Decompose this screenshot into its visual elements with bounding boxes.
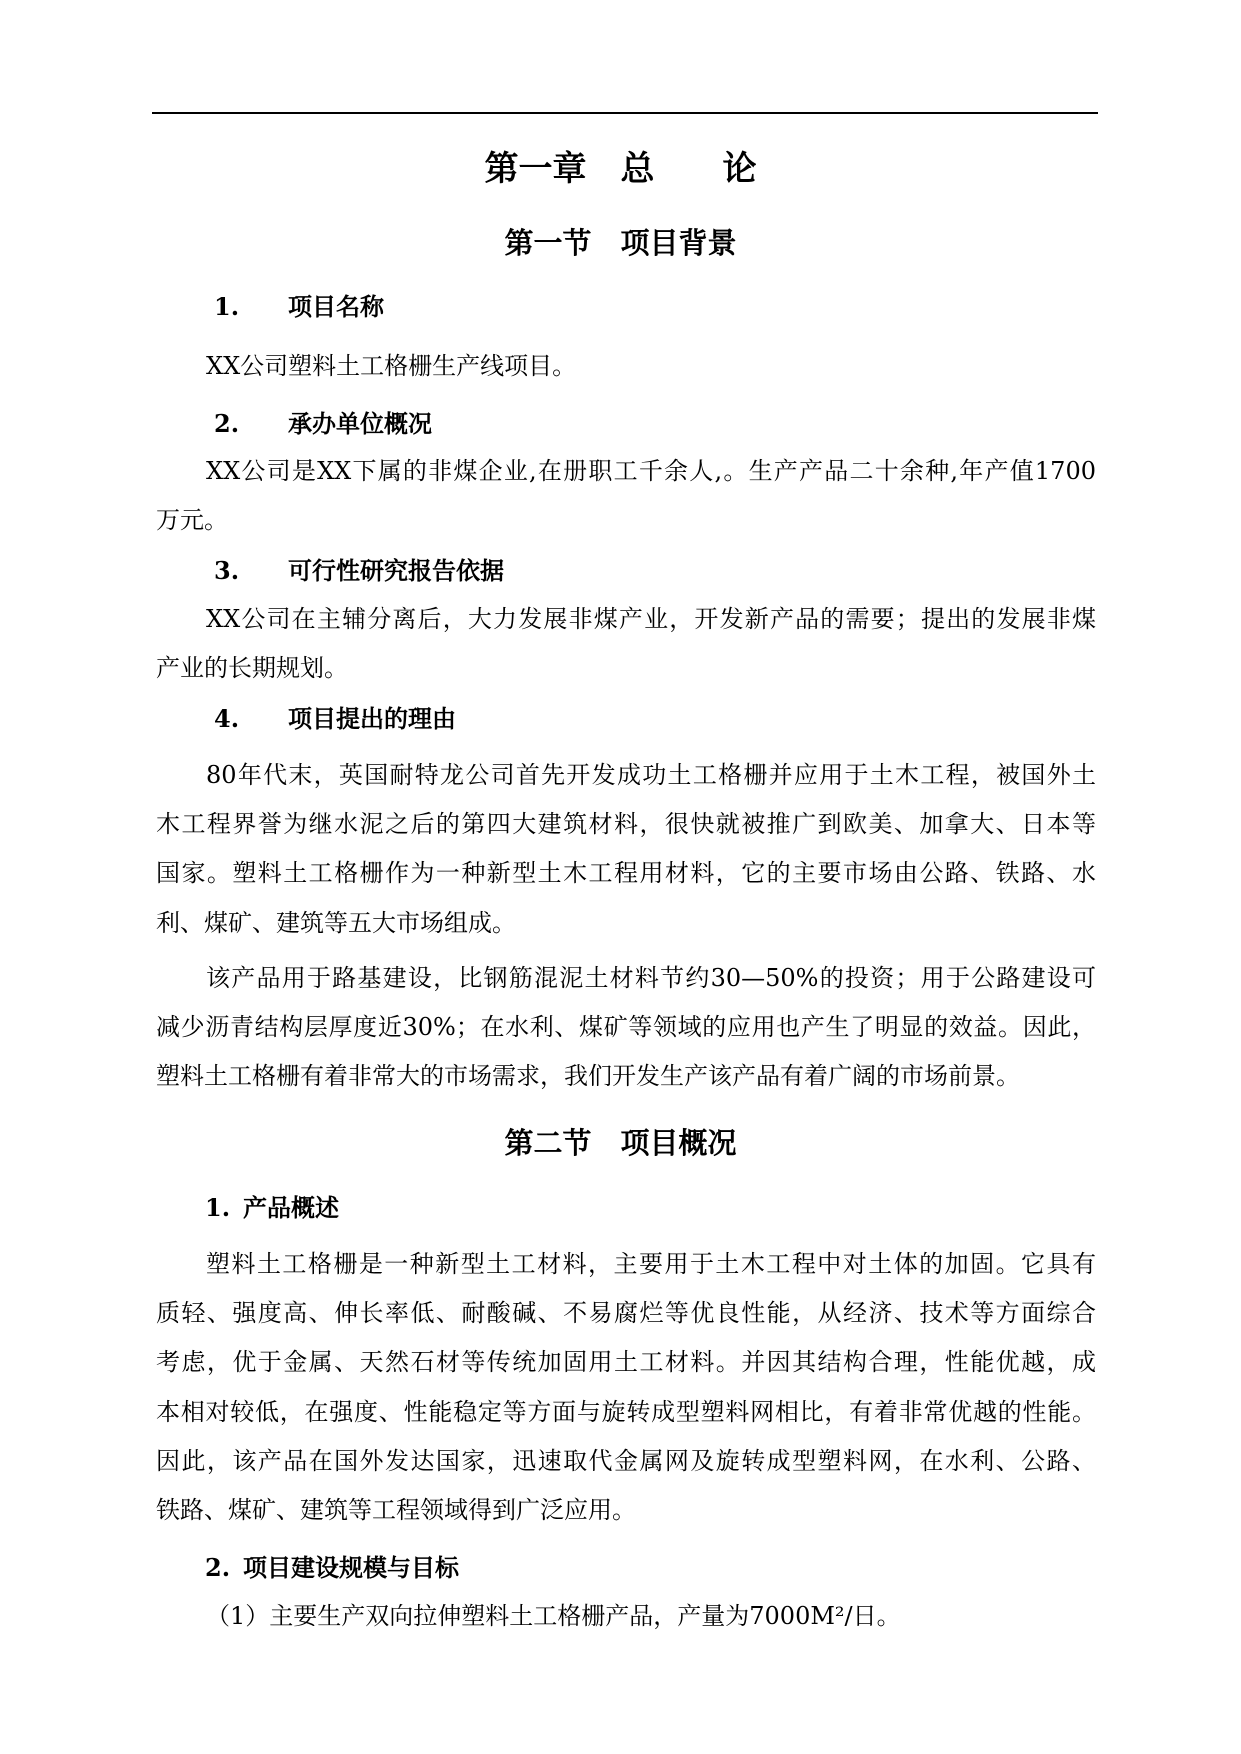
paragraph-line: 国家。塑料土工格栅作为一种新型土木工程用材料，它的主要市场由公路、铁路、水: [156, 859, 1096, 888]
item-number: 1.: [205, 1193, 231, 1222]
paragraph: [156, 595, 1096, 693]
section-heading: 第一节 项目背景: [504, 226, 737, 260]
paragraph-line: 利、煤矿、建筑等五大市场组成。: [156, 908, 516, 937]
item-title: 可行性研究报告依据: [288, 556, 504, 585]
item-number: 2.: [214, 409, 240, 438]
paragraph-line: 质轻、强度高、伸长率低、耐酸碱、不易腐烂等优良性能，从经济、技术等方面综合: [156, 1299, 1096, 1328]
paragraph-line: 本相对较低，在强度、性能稳定等方面与旋转成型塑料网相比，有着非常优越的性能。: [156, 1397, 1096, 1426]
item-number: 1.: [214, 292, 240, 321]
item-heading: [205, 1548, 459, 1588]
paragraph-line: XX公司塑料土工格栅生产线项目。: [206, 352, 577, 380]
item-title: 项目名称: [288, 292, 384, 321]
paragraph: [156, 954, 1096, 1102]
paragraph-line: XX公司是XX下属的非煤企业,在册职工千余人,。生产产品二十余种,年产值1700: [206, 457, 1096, 485]
paragraph-line: 产业的长期规划。: [156, 654, 348, 683]
paragraph-line: 塑料土工格栅是一种新型土工材料，主要用于土木工程中对土体的加固。它具有: [206, 1250, 1096, 1278]
item-number: 3.: [214, 556, 240, 585]
item-number: 2.: [205, 1553, 231, 1582]
paragraph-line: 万元。: [156, 506, 228, 535]
item-title: 产品概述: [243, 1193, 339, 1222]
paragraph-line: 该产品用于路基建设，比钢筋混泥土材料节约30—50%的投资；用于公路建设可: [206, 964, 1096, 992]
item-heading: [214, 699, 456, 739]
paragraph-line: 因此，该产品在国外发达国家，迅速取代金属网及旋转成型塑料网，在水利、公路、: [156, 1446, 1096, 1475]
item-number: 4.: [214, 704, 240, 733]
paragraph-line: 铁路、煤矿、建筑等工程领域得到广泛应用。: [156, 1495, 636, 1524]
paragraph-line: 塑料土工格栅有着非常大的市场需求，我们开发生产该产品有着广阔的市场前景。: [156, 1062, 1020, 1091]
paragraph: [156, 447, 1096, 545]
paragraph-line: 考虑，优于金属、天然石材等传统加固用土工材料。并因其结构合理，性能优越，成: [156, 1348, 1096, 1377]
item-title: 项目提出的理由: [288, 704, 456, 733]
item-heading: [214, 551, 504, 591]
paragraph: [156, 751, 1096, 948]
chapter-title: 第一章 总 论: [484, 149, 757, 189]
item-title: 承办单位概况: [288, 409, 432, 438]
paragraph-line: 木工程界誉为继水泥之后的第四大建筑材料，很快就被推广到欧美、加拿大、日本等: [156, 810, 1096, 839]
item-heading: [205, 1188, 339, 1228]
item-heading: [214, 404, 432, 444]
paragraph-line: （1）主要生产双向拉伸塑料土工格栅产品，产量为7000M²/日。: [206, 1602, 901, 1630]
paragraph: [156, 1240, 1096, 1535]
paragraph-line: 减少沥青结构层厚度近30%；在水利、煤矿等领域的应用也产生了明显的效益。因此，: [156, 1013, 1096, 1042]
header-rule: [152, 112, 1098, 114]
section-heading: 第二节 项目概况: [504, 1126, 737, 1160]
paragraph-line: XX公司在主辅分离后，大力发展非煤产业，开发新产品的需要；提出的发展非煤: [206, 605, 1096, 633]
paragraph: [156, 342, 1096, 391]
paragraph: [156, 1592, 1096, 1641]
item-title: 项目建设规模与目标: [243, 1553, 459, 1582]
item-heading: [214, 287, 384, 327]
paragraph-line: 80年代末，英国耐特龙公司首先开发成功土工格栅并应用于土木工程，被国外土: [206, 761, 1096, 789]
